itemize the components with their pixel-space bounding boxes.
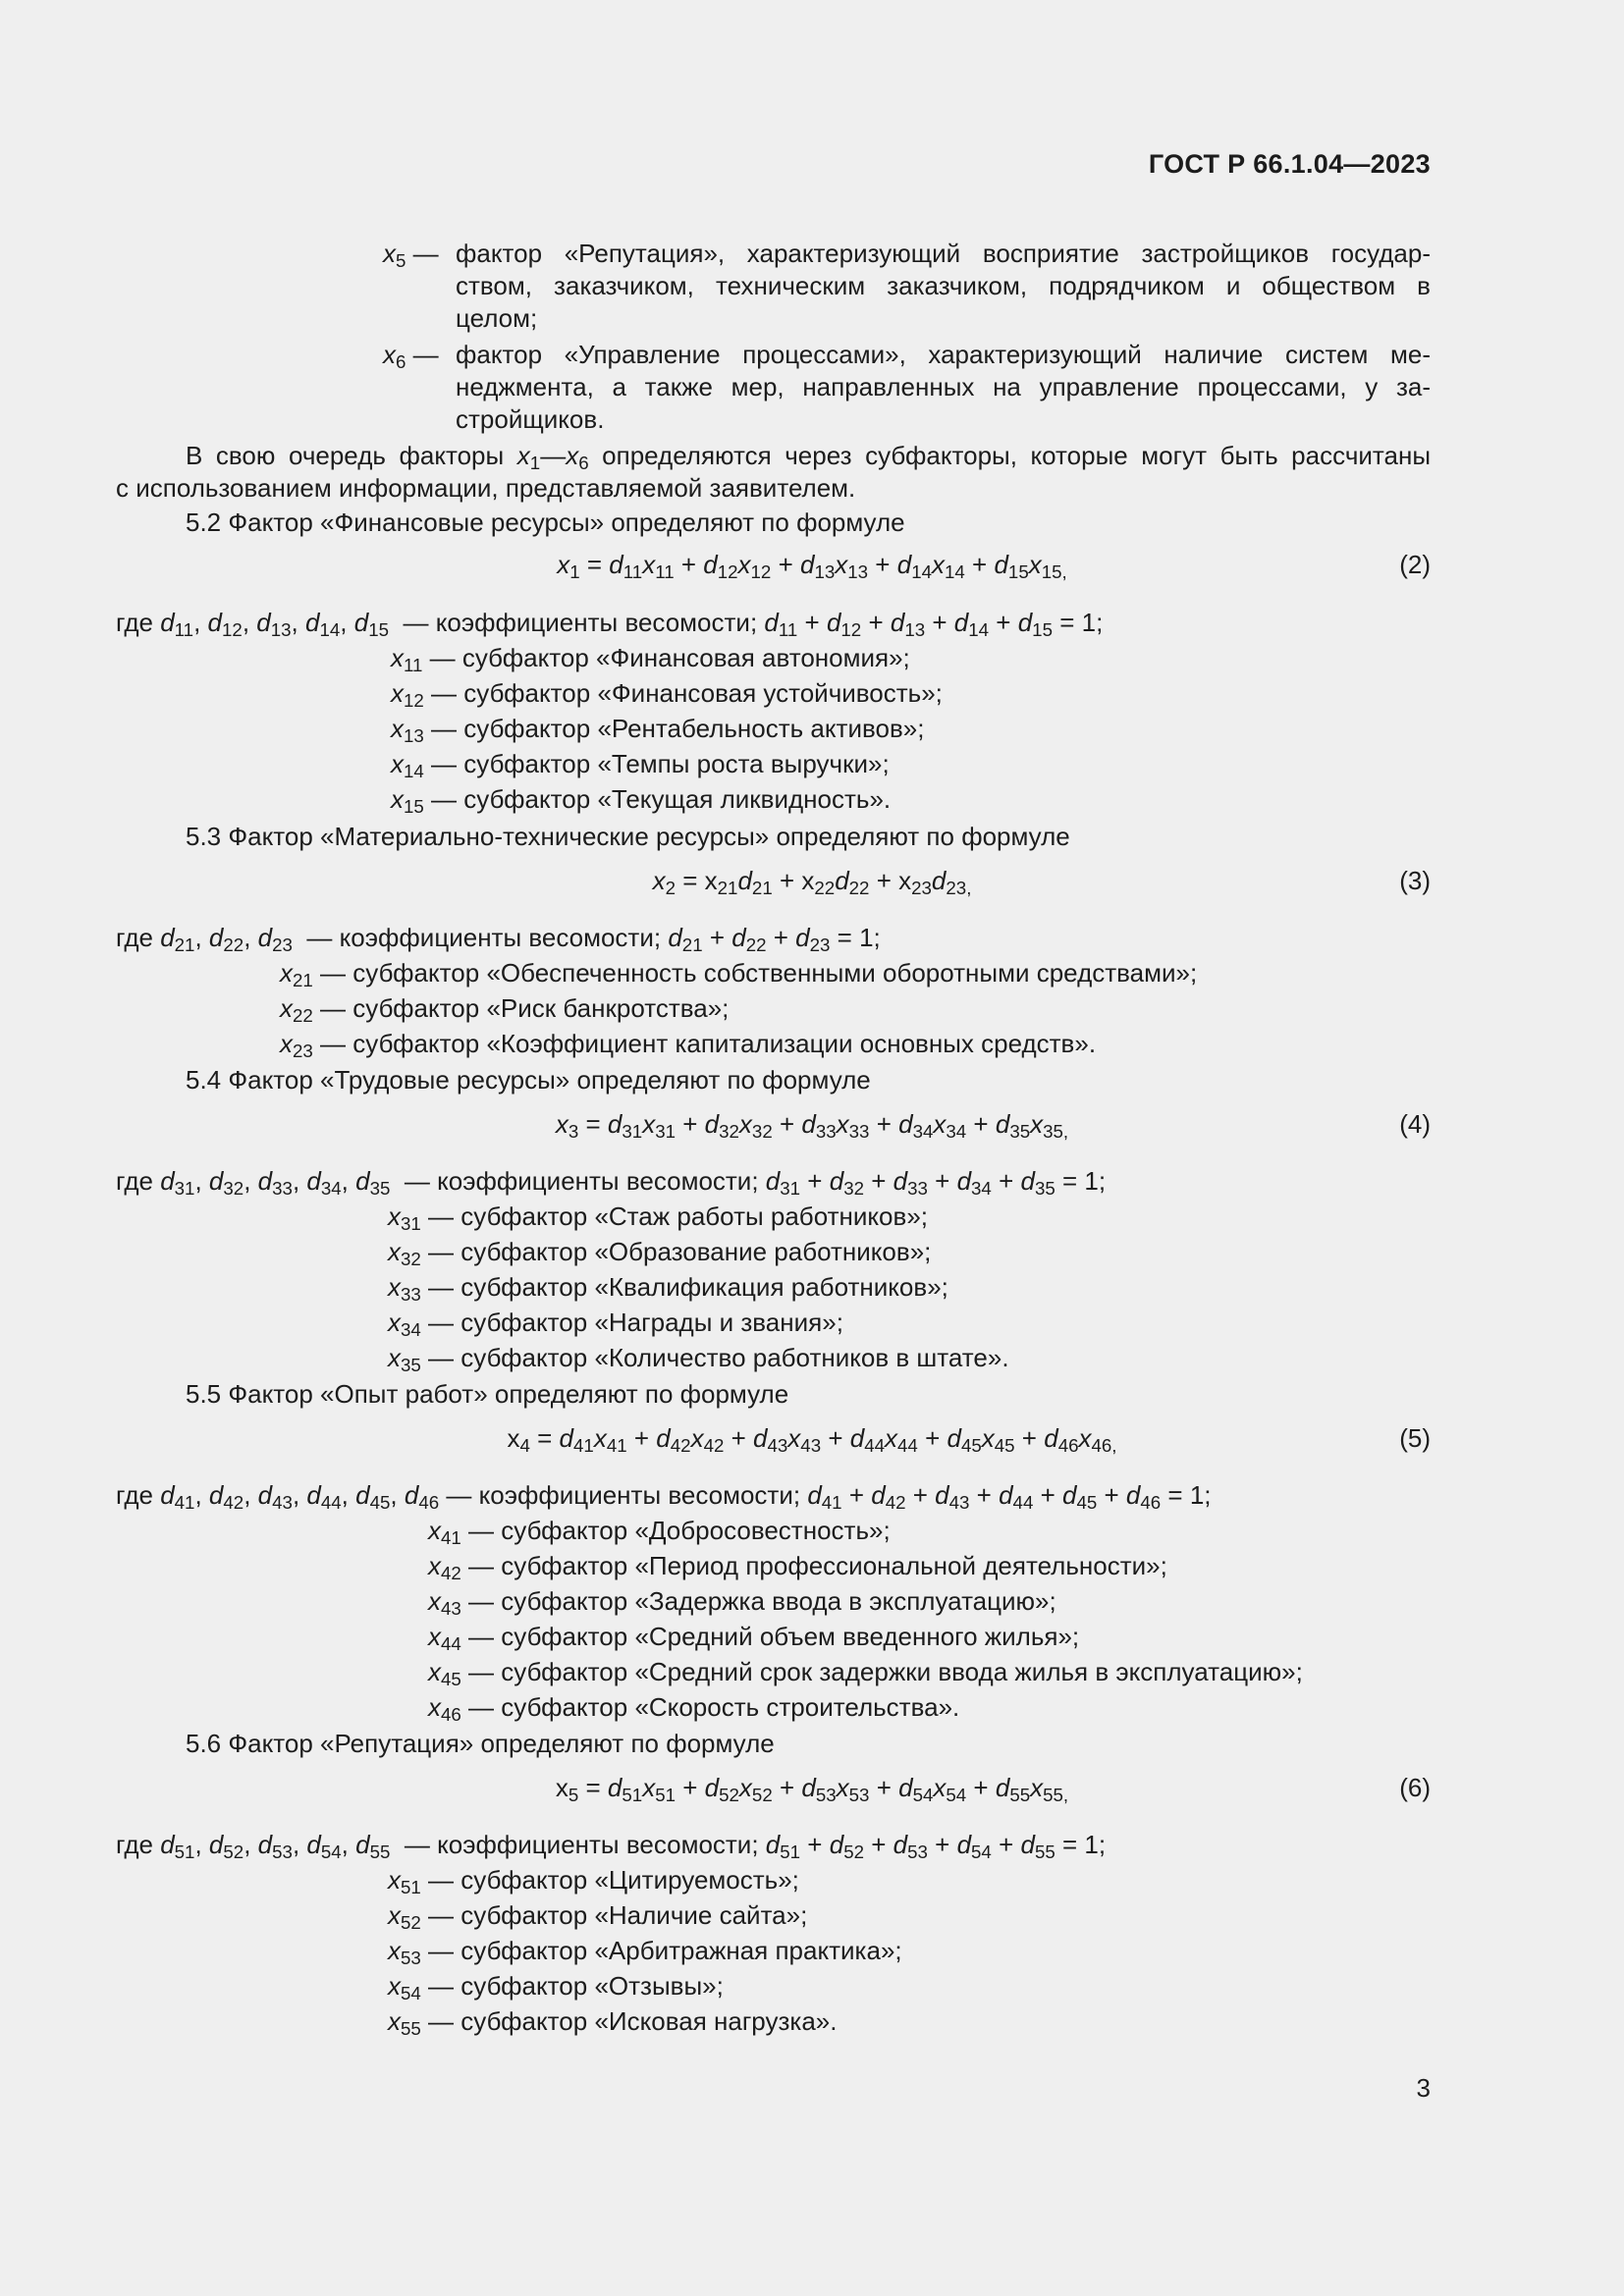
section-5-5-heading: 5.5 Фактор «Опыт работ» определяют по формуле [186, 1379, 789, 1409]
s55-item-x41: $x_{41}$ — субфактор «Добросовестность»; [428, 1516, 891, 1549]
page-number: 3 [1416, 2073, 1431, 2103]
s53-item-x22: $x_{22}$ — субфактор «Риск банкротства»; [280, 993, 730, 1027]
s55-item-x44: $x_{44}$ — субфактор «Средний объем введенного жилья»; [428, 1622, 1080, 1655]
s54-item-x33: $x_{33}$ — субфактор «Квалификация работников»; [388, 1272, 948, 1306]
x6-def-line1: фактор «Управление процессами», характеризующий наличие систем ме- [456, 340, 1431, 369]
s52-item-x12: $x_{12}$ — субфактор «Финансовая устойчивость»; [391, 678, 943, 712]
intro-line1: В свою очередь факторы $x_1—x_6$ определяются через субфакторы, которые могут быть рассчитаны [186, 441, 1432, 474]
s56-item-x53: $x_{53}$ — субфактор «Арбитражная практика»; [388, 1936, 902, 1969]
x5-def-line2: ством, заказчиком, техническим заказчиком, подрядчиком и обществом в [456, 271, 1431, 300]
s52-item-x15: $x_{15}$ — субфактор «Текущая ликвидность». [391, 784, 892, 818]
s56-item-x51: $x_{51}$ — субфактор «Цитируемость»; [388, 1865, 799, 1898]
intro-line2: с использованием информации, представляемой заявителем. [116, 473, 856, 503]
formula-5-number: (5) [1399, 1423, 1431, 1453]
section-5-2-heading: 5.2 Фактор «Финансовые ресурсы» определяют по формуле [186, 507, 905, 537]
document-code: ГОСТ Р 66.1.04—2023 [1148, 149, 1431, 179]
section-5-4-heading: 5.4 Фактор «Трудовые ресурсы» определяют по формуле [186, 1065, 871, 1095]
formula-5: $x_4 = d_{41}x_{41} + d_{42}x_{42} + d_{43}x_{43} + d_{44}x_{44} + d_{45}x_{45} + d_{46}x_{46,}$ [507, 1423, 1117, 1457]
formula-4: $x_3 = d_{31}x_{31} + d_{32}x_{32} + d_{33}x_{33} + d_{34}x_{34} + d_{35}x_{35,}$ [555, 1109, 1069, 1143]
s53-item-x23: $x_{23}$ — субфактор «Коэффициент капитализации основных средств». [280, 1029, 1097, 1062]
s52-item-x13: $x_{13}$ — субфактор «Рентабельность активов»; [391, 714, 925, 747]
x6-def-line2: неджмента, а также мер, направленных на управление процессами, у за- [456, 372, 1431, 401]
s56-weights-line: где $d_{51}$, $d_{52}$, $d_{53}$, $d_{54}$, $d_{55}$ — коэффициенты весомости; $d_{51} + d_{52} + d_{53} + d_{54} + d_{55} = 1$; [116, 1830, 1107, 1863]
s54-item-x35: $x_{35}$ — субфактор «Количество работников в штате». [388, 1343, 1009, 1376]
formula-4-number: (4) [1399, 1109, 1431, 1139]
x6-def-line3: стройщиков. [456, 404, 605, 434]
s53-weights-line: где $d_{21}$, $d_{22}$, $d_{23}$ — коэффициенты весомости; $d_{21} + d_{22} + d_{23} = 1$; [116, 923, 881, 956]
formula-6: $x_5 = d_{51}x_{51} + d_{52}x_{52} + d_{53}x_{53} + d_{54}x_{54} + d_{55}x_{55,}$ [555, 1773, 1069, 1806]
s55-item-x46: $x_{46}$ — субфактор «Скорость строительства». [428, 1692, 960, 1726]
x5-def-line3: целом; [456, 303, 538, 333]
formula-3-number: (3) [1399, 866, 1431, 895]
x5-def-line1: фактор «Репутация», характеризующий восприятие застройщиков государ- [456, 239, 1431, 268]
s55-weights-line: где $d_{41}$, $d_{42}$, $d_{43}$, $d_{44}$, $d_{45}$, $d_{46}$ — коэффициенты весомости; $d_{41} + d_{42} + d_{43} + d_{44} + d_{45} + d_{46} = 1$; [116, 1480, 1212, 1514]
x6-symbol: $x_6$ — [383, 340, 439, 373]
s55-item-x45: $x_{45}$ — субфактор «Средний срок задержки ввода жилья в эксплуатацию»; [428, 1657, 1303, 1690]
s52-weights-line: где $d_{11}$, $d_{12}$, $d_{13}$, $d_{14}$, $d_{15}$ — коэффициенты весомости; $d_{11} + d_{12} + d_{13} + d_{14} + d_{15} = 1$; [116, 608, 1104, 641]
s56-item-x55: $x_{55}$ — субфактор «Исковая нагрузка». [388, 2006, 838, 2040]
x5-symbol: $x_5$ — [383, 239, 439, 272]
s54-item-x34: $x_{34}$ — субфактор «Награды и звания»; [388, 1308, 843, 1341]
formula-3: $x_2 = x_{21}d_{21} + x_{22}d_{22} + x_{23}d_{23,}$ [652, 866, 972, 899]
formula-2-number: (2) [1399, 550, 1431, 579]
s54-item-x32: $x_{32}$ — субфактор «Образование работников»; [388, 1237, 932, 1270]
s54-weights-line: где $d_{31}$, $d_{32}$, $d_{33}$, $d_{34}$, $d_{35}$ — коэффициенты весомости; $d_{31} + d_{32} + d_{33} + d_{34} + d_{35} = 1$; [116, 1166, 1107, 1200]
s55-item-x43: $x_{43}$ — субфактор «Задержка ввода в эксплуатацию»; [428, 1586, 1056, 1620]
s52-item-x14: $x_{14}$ — субфактор «Темпы роста выручки»; [391, 749, 890, 782]
s56-item-x54: $x_{54}$ — субфактор «Отзывы»; [388, 1971, 724, 2004]
formula-2: $x_1 = d_{11}x_{11} + d_{12}x_{12} + d_{13}x_{13} + d_{14}x_{14} + d_{15}x_{15,}$ [557, 550, 1067, 583]
s55-item-x42: $x_{42}$ — субфактор «Период профессиональной деятельности»; [428, 1551, 1167, 1584]
s54-item-x31: $x_{31}$ — субфактор «Стаж работы работников»; [388, 1201, 929, 1235]
s56-item-x52: $x_{52}$ — субфактор «Наличие сайта»; [388, 1900, 808, 1934]
section-5-6-heading: 5.6 Фактор «Репутация» определяют по формуле [186, 1729, 775, 1758]
s52-item-x11: $x_{11}$ — субфактор «Финансовая автономия»; [391, 643, 910, 676]
s53-item-x21: $x_{21}$ — субфактор «Обеспеченность собственными оборотными средствами»; [280, 958, 1198, 991]
formula-6-number: (6) [1399, 1773, 1431, 1802]
section-5-3-heading: 5.3 Фактор «Материально-технические ресурсы» определяют по формуле [186, 822, 1070, 851]
